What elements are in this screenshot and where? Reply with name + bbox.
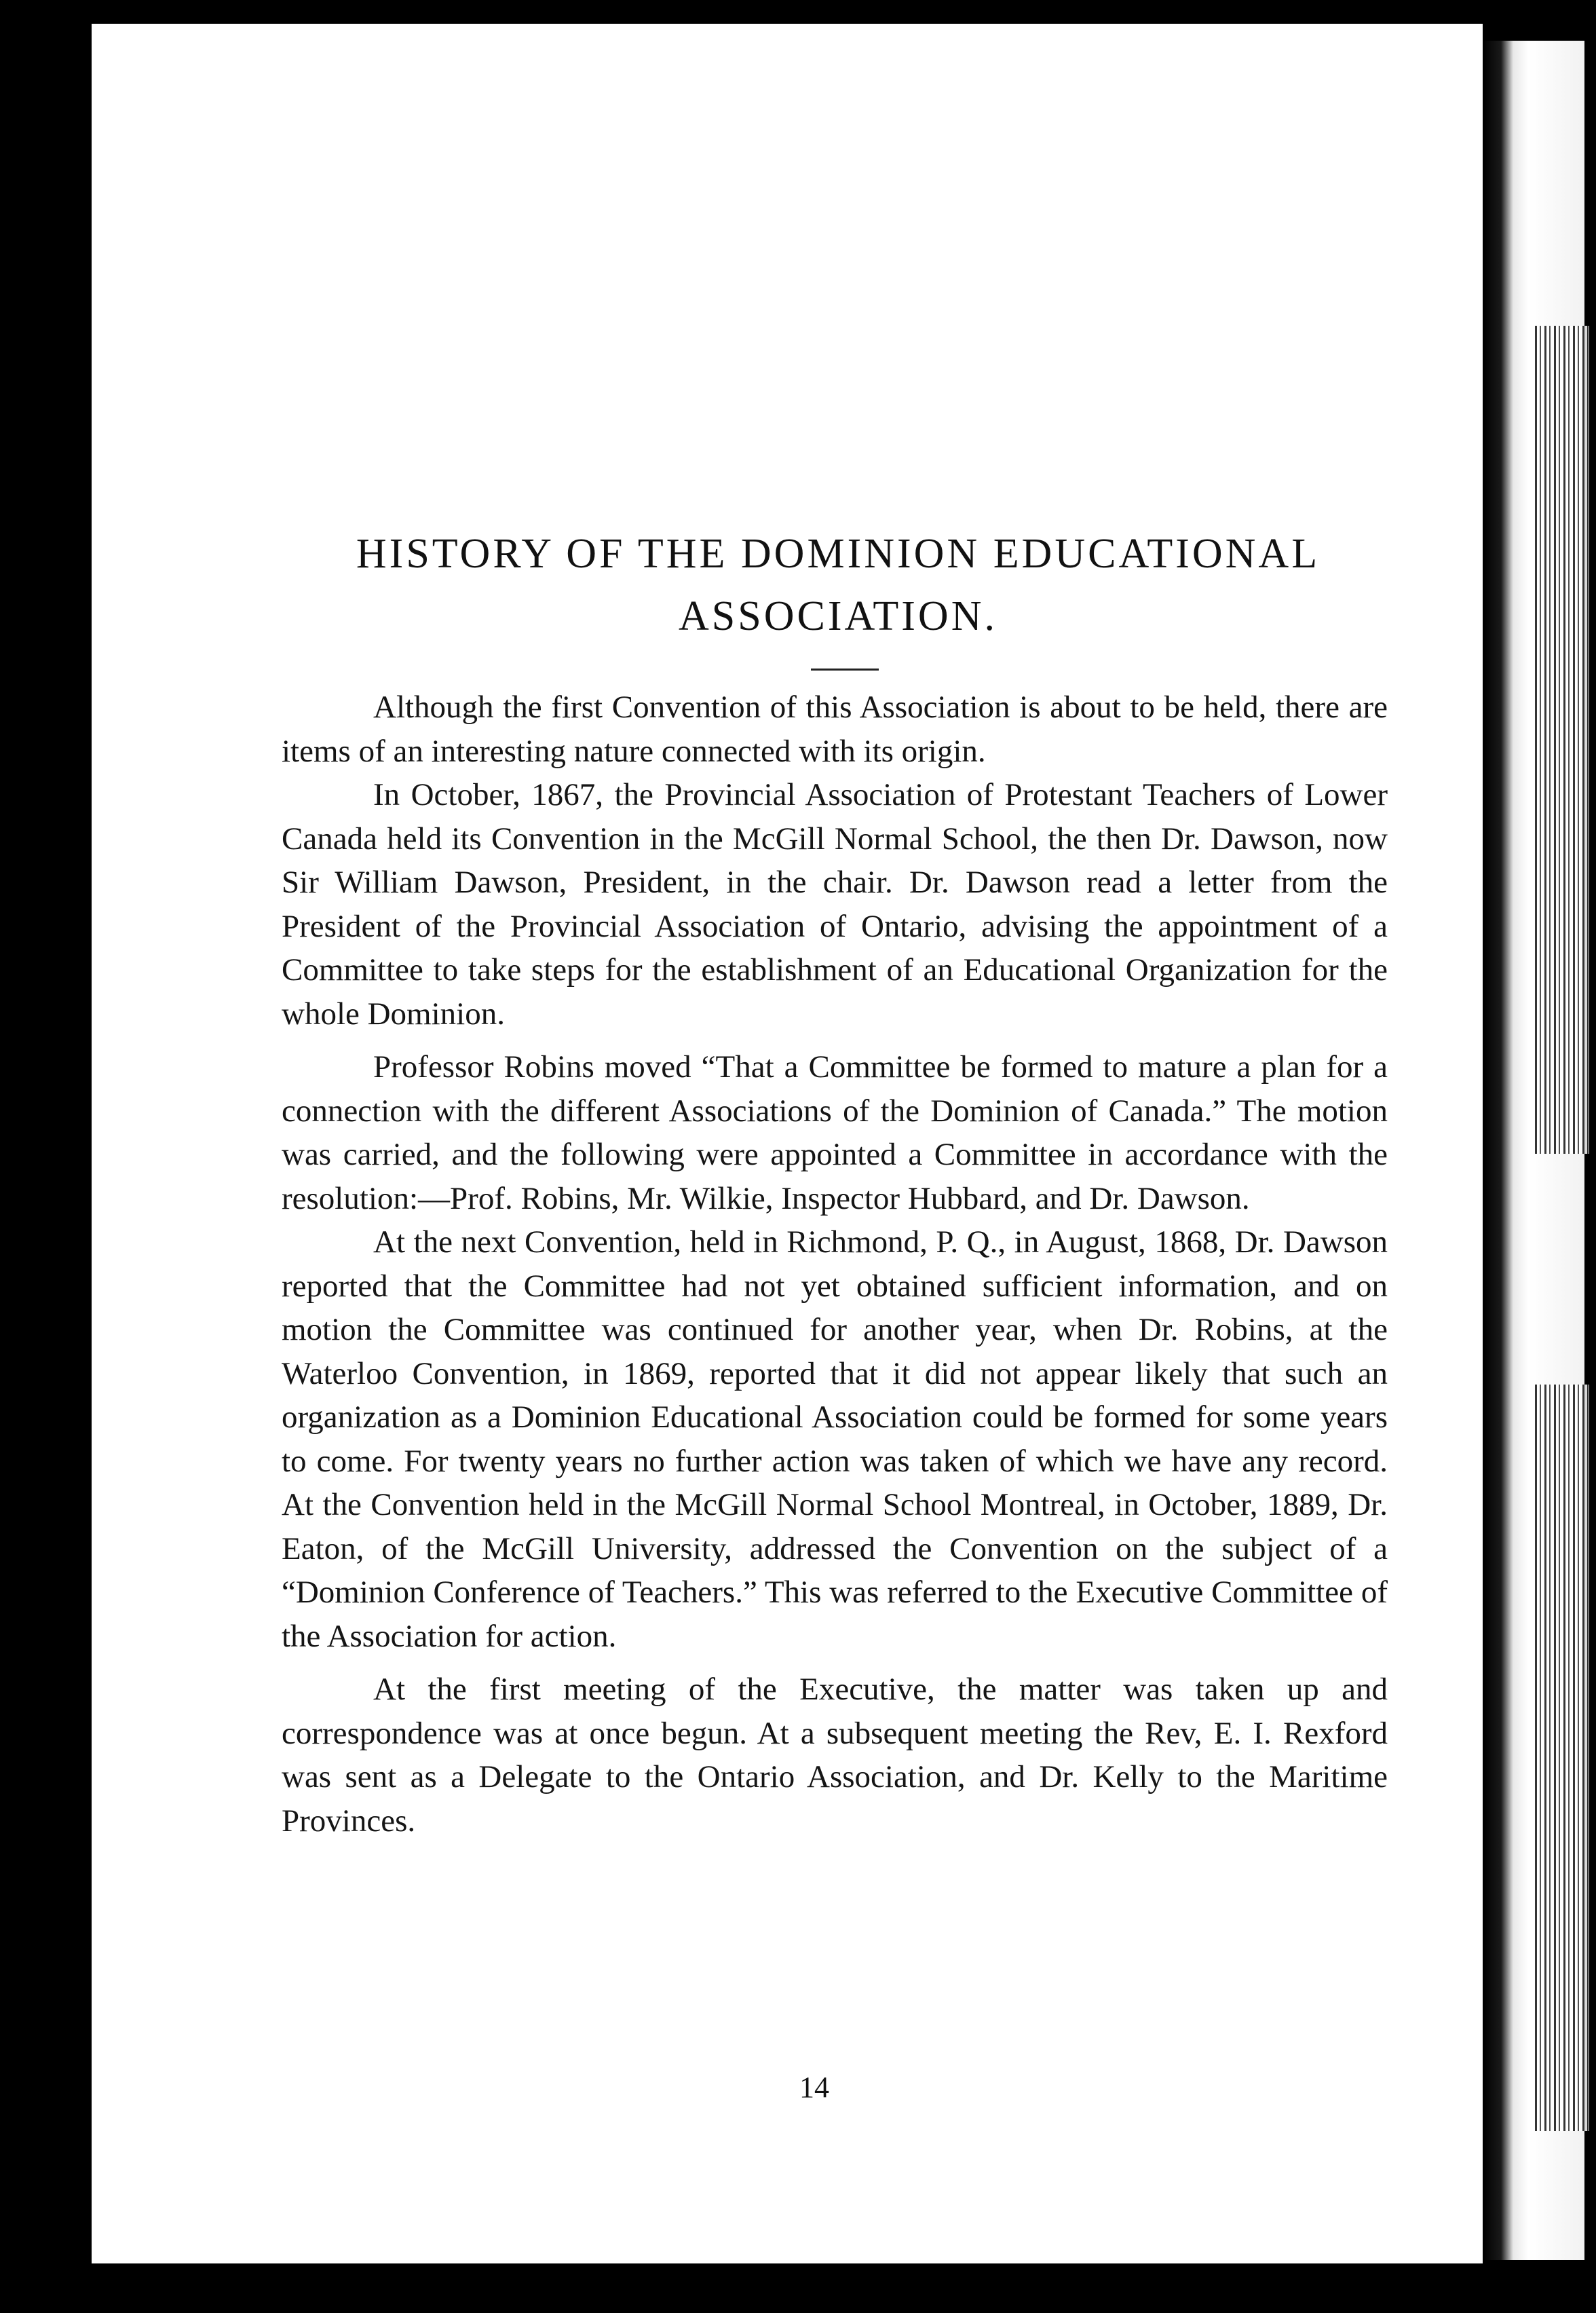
paragraph-3: Professor Robins moved “That a Committee be formed to mature a plan for a connection with the different Associations of the Dominion of Canada.” The motion was carried, and the following were appointed a Committee in accordance with the resolution:—Prof. Robins, Mr. Wilkie, Inspector Hubbard, and Dr. Dawson. bbox=[282, 1049, 1388, 1216]
title-line-1: HISTORY OF THE DOMINION EDUCATIONAL bbox=[356, 531, 1320, 577]
facing-page-print-bleed-lower bbox=[1535, 1385, 1589, 2131]
paragraph-2: In October, 1867, the Provincial Association of Protestant Teachers of Lower Canada held its Convention in the McGill Normal School, the then Dr. Dawson, now Sir William Dawson, President, in the chair. Dr. Dawson read a letter from the President of the Provincial Association of Ontario, advising the appointment of a Committee to take steps for the establishment of an Educational Organization for the whole Dominion. bbox=[282, 777, 1388, 1032]
paragraph-1: Although the first Convention of this Association is about to be held, there are items of an interesting nature connected with its origin. bbox=[282, 690, 1388, 769]
page-title bbox=[268, 523, 1408, 647]
title-line-2: ASSOCIATION. bbox=[679, 593, 998, 639]
paragraph-4: At the next Convention, held in Richmond, P. Q., in August, 1868, Dr. Dawson reported that the Committee had not yet obtained sufficient information, and on motion the Committee was continued for another year, when Dr. Robins, at the Waterloo Convention, in 1869, reported that it did not appear likely that such an organization as a Dominion Educational Association could be formed for some years to come. For twenty years no further action was taken of which we have any record. At the Convention held in the McGill Normal School Montreal, in October, 1889, Dr. Eaton, of the McGill University, addressed the Convention on the subject of a “Dominion Conference of Teachers.” This was referred to the Executive Committee of the Association for action. bbox=[282, 1224, 1388, 1654]
facing-page-print-bleed bbox=[1535, 326, 1589, 1154]
body-text bbox=[282, 685, 1388, 1843]
title-divider bbox=[811, 669, 879, 671]
paragraph-5: At the first meeting of the Executive, the matter was taken up and correspondence was at once begun. At a subsequent meeting the Rev, E. I. Rexford was sent as a Delegate to the Ontario Association, and Dr. Kelly to the Maritime Provinces. bbox=[282, 1672, 1388, 1839]
page-number: 14 bbox=[799, 2071, 829, 2104]
